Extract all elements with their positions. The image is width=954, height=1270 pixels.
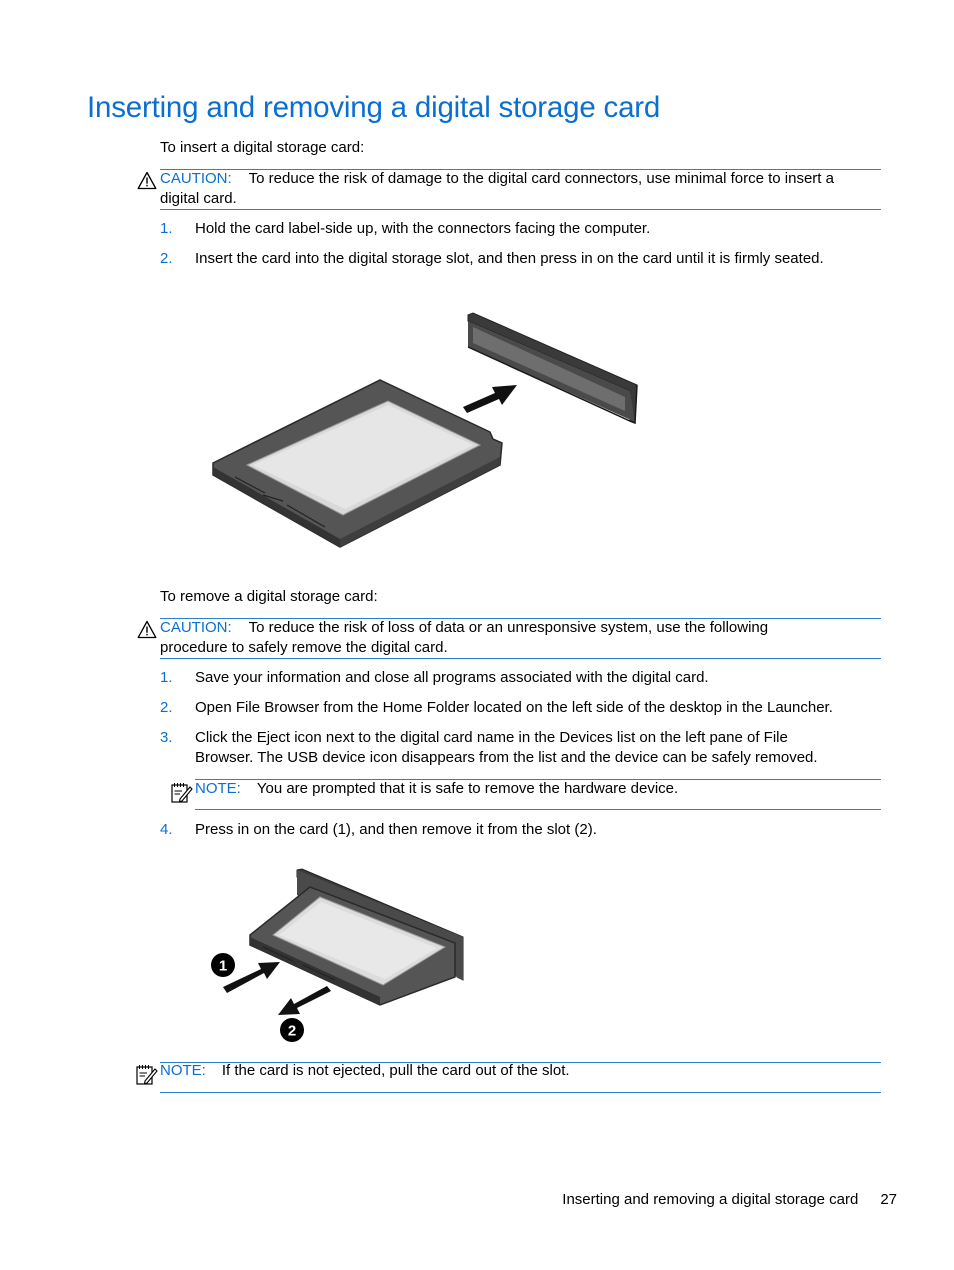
caution-label: CAUTION: [160,170,232,187]
ui-term-launcher: Launcher [766,699,829,716]
caution-1-line1: To reduce the risk of damage to the digital card connectors, use minimal force to insert a [248,170,834,187]
card-slot-graphic [468,313,637,423]
sd-card-graphic [250,887,455,1005]
note-2 [160,1061,885,1081]
remove-step-number: 4. [160,821,173,838]
page-footer [562,1190,897,1210]
step-text-segment: Click the [195,729,257,746]
card-insert-illustration [205,305,645,555]
caution-1-line2: digital card. [160,189,237,207]
insert-step-text: Hold the card label-side up, with the connectors facing the computer. [195,220,651,237]
caution-1 [160,169,885,208]
note-label: NOTE: [195,780,241,797]
note-pencil-icon [136,1064,158,1086]
remove-step-text: Save your information and close all programs associated with the digital card. [195,669,709,686]
step-text-segment: . [592,821,597,838]
insert-step-number: 2. [160,250,173,267]
caution-2-line2: procedure to safely remove the digital card. [160,638,448,656]
step-text-segment: icon next to the digital card name in the [290,729,560,746]
note-1-text: You are prompted that it is safe to remove the hardware device. [256,780,679,797]
warning-triangle-icon [137,171,157,190]
pull-arrow-graphic [278,986,331,1015]
ui-term-eject: Eject [256,729,291,746]
caution-bottom-rule [160,658,881,659]
caution-bottom-rule [160,209,881,210]
remove-step-text [195,820,885,840]
step-text-segment: Press in on the card [195,821,333,838]
callout-ref-2: (2) [574,821,593,838]
callout-1-badge [211,953,235,977]
note-bottom-rule [195,809,881,810]
note-1 [195,779,885,799]
card-remove-illustration [205,865,475,1045]
warning-triangle-icon [137,620,157,639]
note-bottom-rule [160,1092,881,1093]
page-number: 27 [880,1191,897,1208]
insert-arrow-graphic [463,385,517,413]
step-text-line2: Browser. The USB device icon disappears from the list and the device can be safely removed. [195,748,818,766]
insert-intro: To insert a digital storage card: [160,139,365,156]
note-2-text: If the card is not ejected, pull the card out of the slot. [221,1062,570,1079]
step-text-segment: , and then remove it from the slot [350,821,575,838]
remove-step-text [195,698,885,718]
insert-step-number: 1. [160,220,173,237]
ui-term-home-folder: Home Folder [382,699,470,716]
note-label: NOTE: [160,1062,206,1079]
ui-term-devices: Devices [559,729,613,746]
step-text-segment: list on the left pane of File [612,729,788,746]
callout-1-text: 1 [218,957,228,975]
insert-step-text: Insert the card into the digital storage slot, and then press in on the card until it is firmly seated. [195,250,824,267]
remove-step-text [195,728,885,767]
remove-intro: To remove a digital storage card: [160,588,378,605]
callout-2-badge [280,1018,304,1042]
remove-step-number: 2. [160,699,173,716]
note-pencil-icon [171,782,193,804]
sd-card-graphic [213,380,502,547]
caution-label: CAUTION: [160,619,232,636]
remove-step-number: 1. [160,669,173,686]
step-text-segment: . [828,699,833,716]
callout-ref-1: (1) [332,821,351,838]
step-text-segment: Open File Browser from the [195,699,383,716]
remove-step-number: 3. [160,729,173,746]
caution-2 [160,618,885,657]
footer-section-title: Inserting and removing a digital storage card [562,1191,859,1208]
callout-2-text: 2 [287,1022,297,1040]
step-text-segment: located on the left side of the desktop in the [469,699,767,716]
page-title: Inserting and removing a digital storage card [87,91,661,124]
caution-2-line1: To reduce the risk of loss of data or an unresponsive system, use the following [248,619,769,636]
